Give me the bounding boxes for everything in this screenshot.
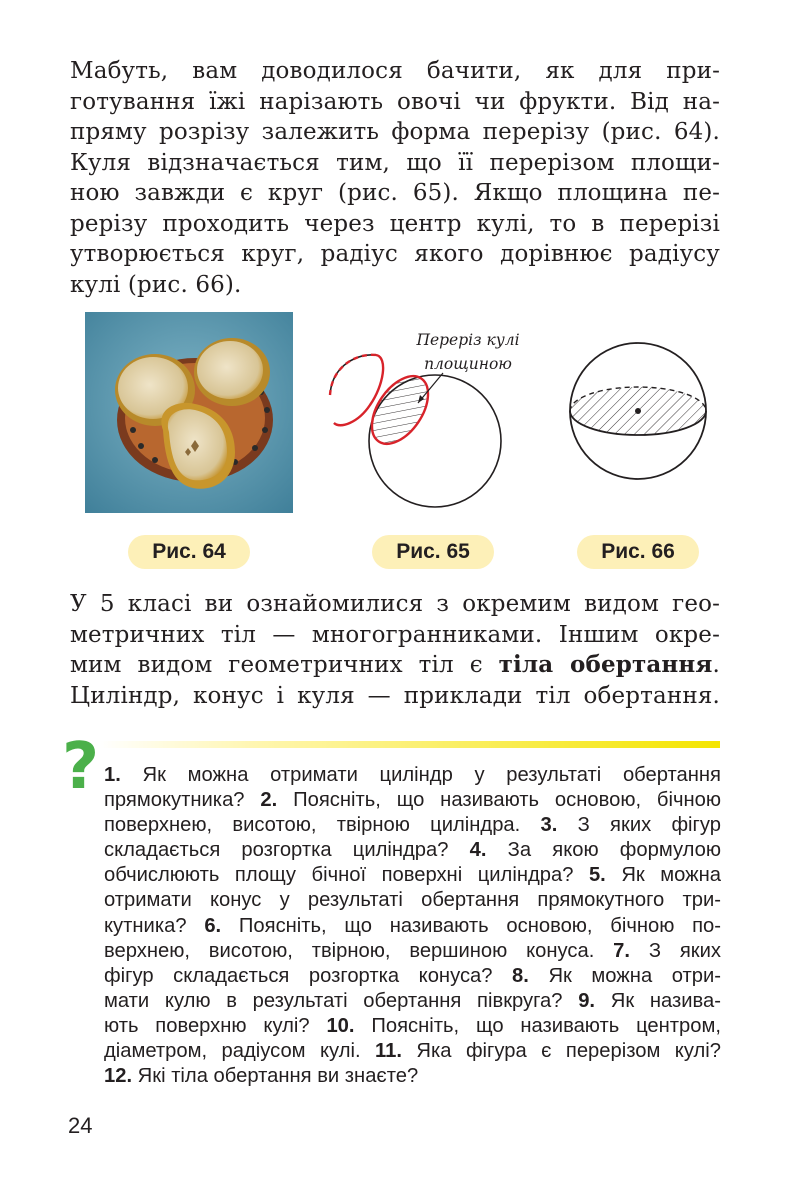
figure-66-diagram (560, 340, 720, 500)
intro-paragraph (70, 56, 720, 300)
questions-list (104, 763, 721, 1089)
question-text: Як можна отри- (528, 964, 721, 987)
text-line (70, 650, 720, 681)
caption-figure-65: Рис. 65 (372, 535, 494, 569)
text-line: пряму розрізу залежить форма перерізу (рис. 64). (70, 119, 720, 145)
question-text: кутника? (104, 914, 205, 937)
question-text: фігур складається розгортка конуса? (104, 964, 513, 987)
text-line: метричних тіл — многогранниками. Іншим окре- (70, 621, 720, 648)
question-number: 4. (469, 839, 487, 862)
question-text: верхнею, висотою, твірною, вершиною конуса. (104, 939, 614, 962)
question-number: 8. (512, 964, 529, 987)
question-text: поверхнею, висотою, твірною циліндра. (104, 814, 541, 837)
question-line (104, 888, 721, 913)
question-text: складається розгортка циліндра? (104, 839, 470, 862)
caption-figure-64: Рис. 64 (128, 535, 250, 569)
question-line (104, 813, 721, 838)
question-line (104, 1064, 721, 1089)
question-text: Поясніть, що називають основою, бічною по- (221, 914, 721, 937)
text-segment: . (712, 652, 720, 678)
question-text: Поясніть, що називають основою, бічною (277, 789, 721, 812)
annotation-line-1: Переріз кулі (416, 331, 520, 349)
question-line (104, 939, 721, 964)
question-text: Поясніть, що називають центром, (354, 1014, 721, 1037)
sphere-center-point (635, 408, 641, 414)
cross-section (361, 366, 440, 454)
questions-accent-bar (100, 741, 720, 748)
question-text: Як можна (605, 864, 722, 887)
question-number: 12. (104, 1065, 133, 1088)
text-line: утворюється круг, радіус якого дорівнює радіусу (70, 241, 720, 267)
question-text: Які тіла обертання ви знаєте? (132, 1065, 419, 1088)
question-line (104, 763, 721, 788)
text-line: Циліндр, конус і куля — приклади тіл обертання. (70, 682, 720, 709)
question-line (104, 914, 721, 939)
question-text: Як можна отримати циліндр у результаті обертання (120, 764, 721, 786)
question-text: З яких фігур (557, 814, 721, 837)
second-paragraph (70, 589, 720, 711)
question-text: ють поверхню кулі? (104, 1014, 327, 1037)
annotation-line-2: площиною (424, 355, 512, 373)
question-mark-icon: ? (62, 730, 100, 804)
text-line: рерізу проходить через центр кулі, то в перерізі (70, 210, 720, 237)
text-line: Куля відзначається тим, що її перерізом площи- (70, 149, 720, 176)
question-text: обчислюють площу бічної поверхні циліндра? (104, 864, 589, 887)
text-line: Мабуть, вам доводилося бачити, як для при- (70, 58, 720, 84)
text-segment: мим видом геометричних тіл є (70, 652, 499, 678)
question-number: 3. (540, 814, 558, 837)
question-line (104, 964, 721, 989)
figure-65-diagram (318, 325, 548, 510)
question-line (104, 989, 721, 1014)
question-number: 9. (578, 989, 596, 1012)
question-text: З яких (630, 939, 721, 962)
question-text: Яка фігура є перерізом кулі? (401, 1040, 721, 1063)
text-line: кулі (рис. 66). (70, 271, 242, 298)
term-bold: тіла обертання (498, 651, 713, 678)
text-line: У 5 класі ви ознайомилися з окремим видом гео- (70, 591, 720, 617)
question-number: 10. (326, 1014, 355, 1037)
question-text: Як назива- (595, 989, 721, 1012)
question-number: 11. (375, 1040, 402, 1063)
question-line (104, 1039, 721, 1064)
question-number: 7. (613, 939, 631, 962)
page-number: 24 (68, 1113, 93, 1138)
question-line (104, 863, 721, 888)
caption-figure-66: Рис. 66 (577, 535, 699, 569)
question-line (104, 1014, 721, 1039)
question-line (104, 838, 721, 863)
question-number: 1. (104, 764, 121, 786)
text-line: готування їжі нарізають овочі чи фрукти. Від на- (70, 88, 720, 115)
question-number: 5. (588, 864, 606, 887)
question-text: прямокутника? (104, 789, 261, 812)
question-text: отримати конус у результаті обертання прямокутного три- (104, 889, 721, 912)
question-number: 6. (204, 914, 222, 937)
question-text: мати кулю в результаті обертання півкруга? (104, 989, 579, 1012)
text-line: ною завжди є круг (рис. 65). Якщо площина пе- (70, 180, 720, 206)
question-text: За якою формулою (486, 839, 721, 862)
question-number: 2. (260, 789, 278, 812)
figure-64-photo (85, 312, 293, 513)
question-text: діаметром, радіусом кулі. (104, 1040, 376, 1063)
question-line (104, 788, 721, 813)
